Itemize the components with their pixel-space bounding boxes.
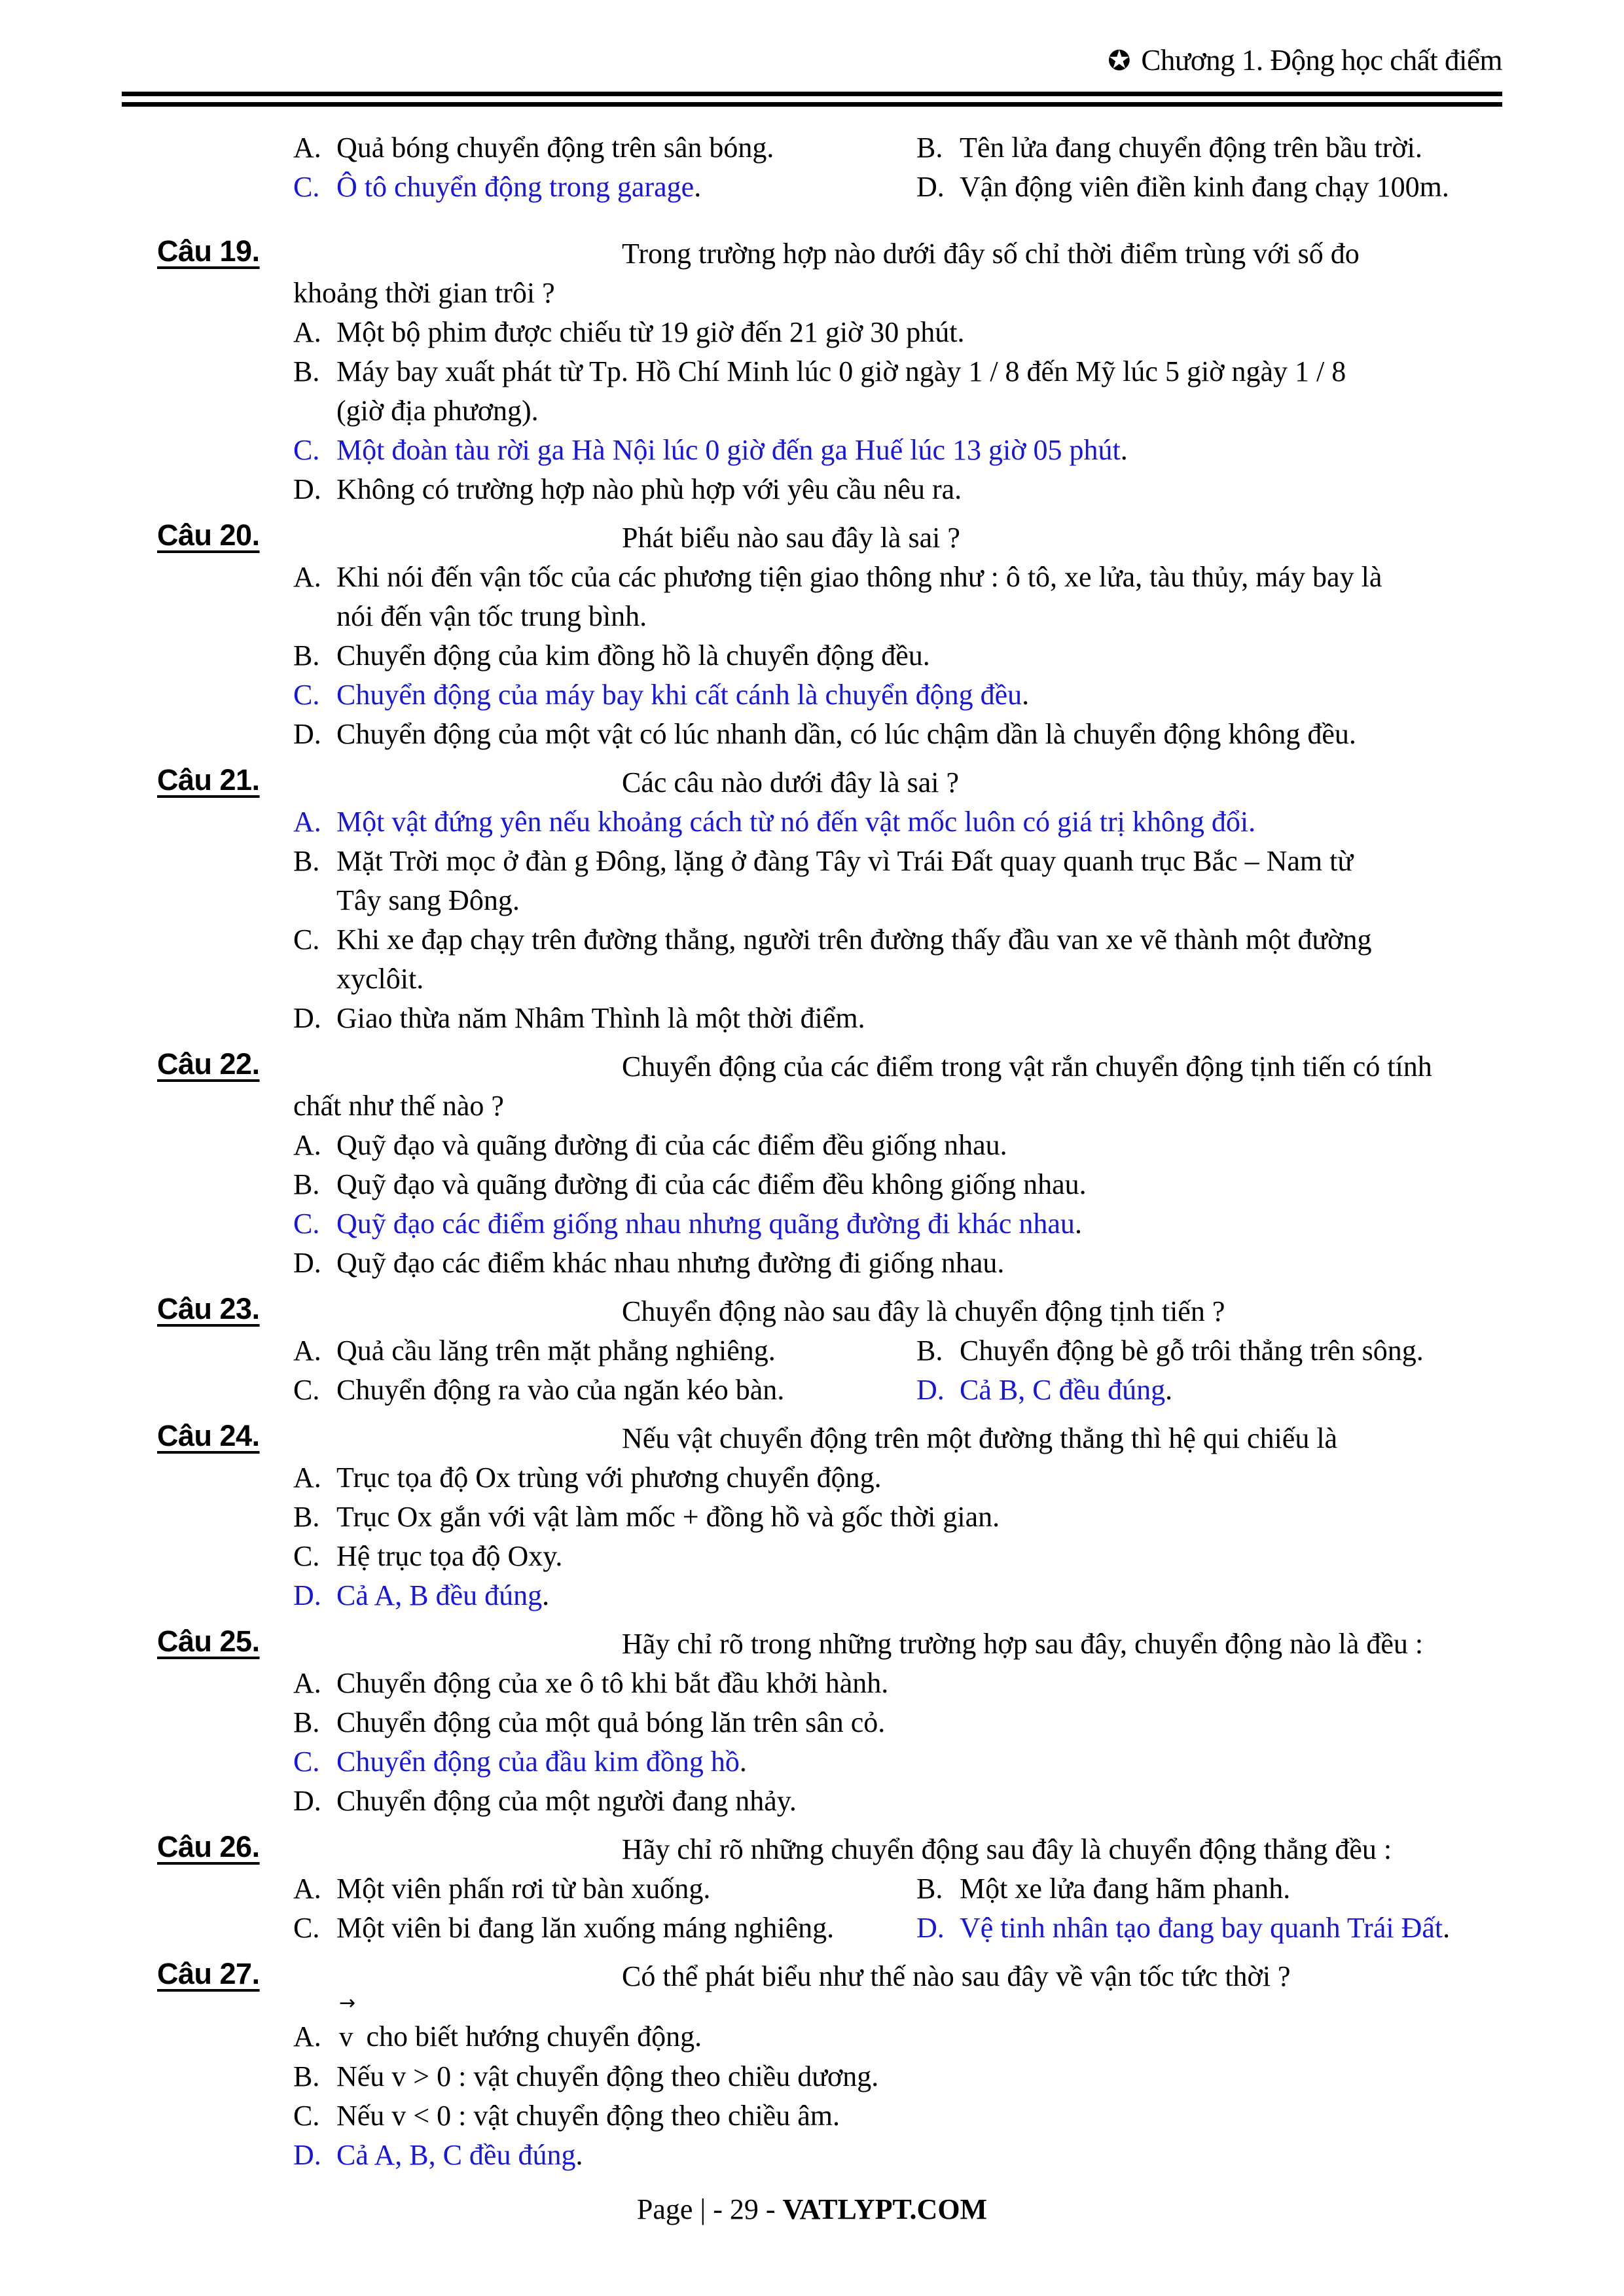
question-text-line: Nếu vật chuyển động trên một đường thẳng thì hệ qui chiếu là: [622, 1422, 1338, 1454]
option-text: Chuyển động bè gỗ trôi thẳng trên sông.: [960, 1335, 1424, 1367]
option-text: Máy bay xuất phát từ Tp. Hồ Chí Minh lúc 0 giờ ngày 1 / 8 đến Mỹ lúc 5 giờ ngày 1 / 8: [336, 355, 1346, 387]
answer-option-line: [293, 1371, 916, 1410]
footer-page-number: - 29 -: [713, 2193, 776, 2225]
options-list: [0, 1992, 1624, 2175]
answer-option-line: [293, 715, 1624, 754]
option-letter: C.: [293, 1746, 320, 1778]
answer-option-line: [293, 1244, 1624, 1283]
answer-option-line: [293, 1742, 1624, 1782]
answer-option: [293, 1703, 1624, 1742]
option-letter: C.: [293, 1912, 320, 1944]
answer-option-line: [293, 128, 916, 168]
vector-arrow-icon: →: [339, 1992, 356, 2015]
options-row: [0, 1869, 1624, 1909]
answer-option: [293, 842, 1624, 920]
options-cell: [916, 1371, 1624, 1410]
option-letter: D.: [293, 718, 321, 750]
answer-option: [916, 128, 1624, 168]
option-letter: A.: [293, 1462, 321, 1494]
options-list: [0, 558, 1624, 754]
question-block: [0, 763, 1624, 1038]
answer-option: [916, 168, 1624, 207]
options-cell: [293, 1909, 916, 1948]
answer-option-line: [293, 1498, 1624, 1537]
options-row: [0, 1331, 1624, 1371]
option-letter: C.: [293, 171, 320, 203]
answer-option-line: [293, 1331, 916, 1371]
answer-option: [293, 1537, 1624, 1576]
footer-page-label: Page |: [636, 2193, 706, 2225]
option-letter: A.: [293, 2020, 321, 2053]
question-block: [0, 1624, 1624, 1821]
option-letter: A.: [293, 1667, 321, 1699]
answer-option-line: [293, 352, 1624, 391]
option-tail-period: .: [1165, 1374, 1173, 1406]
option-letter: B.: [293, 1168, 320, 1200]
option-letter: D.: [916, 171, 945, 203]
options-row: [0, 1909, 1624, 1948]
answer-option: [293, 558, 1624, 636]
option-text: Mặt Trời mọc ở đàn g Đông, lặng ở đàng Tây vì Trái Đất quay quanh trục Bắc – Nam từ: [336, 845, 1354, 877]
answer-option: [293, 1782, 1624, 1821]
question-text-line: Có thể phát biểu như thế nào sau đây về vận tốc tức thời ?: [622, 1960, 1291, 1992]
answer-option-line: [916, 1371, 1624, 1410]
option-text: Tên lửa đang chuyển động trên bầu trời.: [960, 132, 1422, 164]
answer-option: [293, 1869, 916, 1909]
option-text: Quỹ đạo các điểm khác nhau nhưng đường đi giống nhau.: [336, 1247, 1005, 1279]
answer-option-line: [293, 1909, 916, 1948]
chapter-star-icon: ✪: [1108, 45, 1131, 77]
answer-option-line: [916, 1331, 1624, 1371]
option-letter: B.: [293, 1501, 320, 1533]
answer-option-line: [293, 168, 916, 207]
option-letter: C.: [293, 1374, 320, 1406]
question-label: Câu 21.: [157, 763, 260, 797]
option-text-wrap: (giờ địa phương).: [336, 395, 539, 427]
answer-option: [293, 352, 1624, 431]
answer-option: [293, 1742, 1624, 1782]
option-text: Cả A, B đều đúng: [336, 1579, 543, 1611]
answer-option-line: [293, 1204, 1624, 1244]
options-cell: [293, 1371, 916, 1410]
answer-option-line: [293, 1992, 1624, 2057]
options-cell: [293, 1869, 916, 1909]
option-letter: C.: [293, 2100, 320, 2132]
option-tail-period: .: [739, 1746, 747, 1778]
answer-option: [293, 1992, 1624, 2057]
option-letter: A.: [293, 561, 321, 593]
question-block: [0, 1047, 1624, 1283]
answer-option-line: [293, 920, 1624, 960]
option-letter: A.: [293, 1129, 321, 1161]
option-letter: C.: [293, 1208, 320, 1240]
option-text: Chuyển động của kim đồng hồ là chuyển động đều.: [336, 639, 930, 672]
option-tail-period: .: [1022, 679, 1030, 711]
question-text-line: Các câu nào dưới đây là sai ?: [622, 766, 960, 798]
answer-option: [293, 470, 1624, 509]
answer-option-line: [293, 1869, 916, 1909]
question-head: [0, 1419, 1624, 1458]
option-text: Chuyển động của máy bay khi cất cánh là chuyển động đều: [336, 679, 1022, 711]
question-label: Câu 25.: [157, 1624, 260, 1658]
option-text: Chuyển động của đầu kim đồng hồ: [336, 1746, 740, 1778]
question-head: [0, 234, 1624, 313]
options-list: [0, 1126, 1624, 1283]
answer-option-line: [293, 842, 1624, 881]
option-text: Quỹ đạo và quãng đường đi của các điểm đều giống nhau.: [336, 1129, 1007, 1161]
option-text: Khi xe đạp chạy trên đường thẳng, người trên đường thấy đầu van xe vẽ thành một đường: [336, 924, 1372, 956]
answer-option-line: [293, 1165, 1624, 1204]
option-text: Chuyển động của một người đang nhảy.: [336, 1785, 797, 1817]
options-list: [0, 802, 1624, 1038]
option-tail-period: .: [575, 2139, 583, 2171]
options-list: [0, 1664, 1624, 1821]
answer-option-line: [293, 675, 1624, 715]
question-block: [0, 128, 1624, 207]
answer-option-line: [293, 1126, 1624, 1165]
option-tail-period: .: [1443, 1912, 1451, 1944]
option-letter: A.: [293, 1873, 321, 1905]
question-label: Câu 27.: [157, 1957, 260, 1990]
option-text: Trục tọa độ Ox trùng với phương chuyển động.: [336, 1462, 882, 1494]
answer-option: [293, 1576, 1624, 1615]
option-letter: B.: [916, 1873, 943, 1905]
question-text-line: khoảng thời gian trôi ?: [293, 277, 555, 309]
option-letter: D.: [293, 2139, 321, 2171]
option-letter: A.: [293, 806, 321, 838]
options-cell: [916, 128, 1624, 168]
answer-option-line: [293, 1537, 1624, 1576]
option-letter: A.: [293, 132, 321, 164]
option-text-wrap: nói đến vận tốc trung bình.: [336, 600, 647, 632]
answer-option: [293, 2136, 1624, 2175]
option-text: Giao thừa năm Nhâm Thình là một thời điểm.: [336, 1002, 865, 1034]
vector-symbol: [339, 1992, 356, 2057]
options-row: [0, 1371, 1624, 1410]
question-block: [0, 518, 1624, 754]
answer-option: [293, 1458, 1624, 1498]
questions-list: [0, 128, 1624, 2175]
answer-option: [293, 1498, 1624, 1537]
question-label: Câu 26.: [157, 1830, 260, 1863]
option-letter: C.: [293, 679, 320, 711]
answer-option-line: [293, 1576, 1624, 1615]
option-text: Nếu v < 0 : vật chuyển động theo chiều âm.: [336, 2100, 840, 2132]
option-tail-period: .: [694, 171, 702, 203]
answer-option: [293, 999, 1624, 1038]
page-header: [122, 43, 1502, 77]
answer-option: [293, 636, 1624, 675]
answer-option-line: [293, 636, 1624, 675]
question-label: Câu 22.: [157, 1047, 260, 1081]
answer-option-line: [916, 168, 1624, 207]
options-row: [0, 128, 1624, 168]
question-head: [0, 1830, 1624, 1869]
answer-option-line: [293, 2136, 1624, 2175]
option-text: Một viên bi đang lăn xuống máng nghiêng.: [336, 1912, 835, 1944]
option-text: Ô tô chuyển động trong garage: [336, 171, 695, 203]
chapter-title: Chương 1. Động học chất điểm: [1141, 44, 1502, 77]
options-list: [0, 1458, 1624, 1615]
options-cell: [293, 168, 916, 207]
option-text-wrap: xyclôit.: [336, 963, 424, 995]
option-text: Khi nói đến vận tốc của các phương tiện giao thông như : ô tô, xe lửa, tàu thủy, máy bay là: [336, 561, 1382, 593]
option-letter: A.: [293, 1335, 321, 1367]
option-text: Quả bóng chuyển động trên sân bóng.: [336, 132, 774, 164]
options-cell: [916, 1331, 1624, 1371]
answer-option: [293, 168, 916, 207]
question-text-line: Trong trường hợp nào dưới đây số chỉ thời điểm trùng với số đo: [622, 238, 1360, 270]
option-letter: D.: [293, 1002, 321, 1034]
options-cell: [916, 1869, 1624, 1909]
option-text: Một viên phấn rơi từ bàn xuống.: [336, 1873, 711, 1905]
options-cell: [293, 1331, 916, 1371]
question-text-line: Chuyển động của các điểm trong vật rắn chuyển động tịnh tiến có tính: [622, 1050, 1432, 1083]
question-text-line: Chuyển động nào sau đây là chuyển động tịnh tiến ?: [622, 1295, 1225, 1327]
answer-option: [293, 313, 1624, 352]
question-head: [0, 763, 1624, 802]
answer-option-line: [293, 1782, 1624, 1821]
option-letter: C.: [293, 1540, 320, 1572]
answer-option: [293, 1126, 1624, 1165]
option-text: Hệ trục tọa độ Oxy.: [336, 1540, 563, 1572]
option-text: Một vật đứng yên nếu khoảng cách từ nó đến vật mốc luôn có giá trị không đổi.: [336, 806, 1256, 838]
option-letter: D.: [293, 1785, 321, 1817]
question-label: Câu 20.: [157, 518, 260, 552]
answer-option: [293, 1331, 916, 1371]
answer-option-line: [293, 1703, 1624, 1742]
answer-option-line: [293, 313, 1624, 352]
question-block: [0, 1957, 1624, 2175]
answer-option-line: [293, 2057, 1624, 2096]
answer-option: [293, 920, 1624, 999]
question-label: Câu 23.: [157, 1292, 260, 1325]
option-text: Cả A, B, C đều đúng: [336, 2139, 576, 2171]
answer-option-line: [293, 999, 1624, 1038]
answer-option: [293, 715, 1624, 754]
vector-letter: v: [339, 2022, 353, 2053]
answer-option-line: [293, 1664, 1624, 1703]
question-head: [0, 1624, 1624, 1664]
options-cell: [293, 128, 916, 168]
answer-option: [916, 1869, 1624, 1909]
answer-option: [293, 675, 1624, 715]
option-letter: D.: [293, 473, 321, 505]
answer-option-line: [916, 1869, 1624, 1909]
answer-option: [916, 1331, 1624, 1371]
question-head: [0, 1047, 1624, 1126]
question-block: [0, 234, 1624, 509]
header-divider-rule: [122, 92, 1502, 107]
option-text: Chuyển động của một quả bóng lăn trên sân cỏ.: [336, 1706, 886, 1738]
answer-option: [293, 2096, 1624, 2136]
option-text: Trục Ox gắn với vật làm mốc + đồng hồ và gốc thời gian.: [336, 1501, 1000, 1533]
option-text: Một xe lửa đang hãm phanh.: [960, 1873, 1291, 1905]
option-text: Cả B, C đều đúng: [960, 1374, 1166, 1406]
option-letter: B.: [293, 845, 320, 877]
option-text: Quỹ đạo và quãng đường đi của các điểm đều không giống nhau.: [336, 1168, 1087, 1200]
answer-option: [293, 128, 916, 168]
answer-option-line: [293, 2096, 1624, 2136]
options-cell: [916, 168, 1624, 207]
option-tail-period: .: [542, 1579, 550, 1611]
option-text: Một đoàn tàu rời ga Hà Nội lúc 0 giờ đến ga Huế lúc 13 giờ 05 phút: [336, 434, 1121, 466]
answer-option: [293, 431, 1624, 470]
option-text: Không có trường hợp nào phù hợp với yêu cầu nêu ra.: [336, 473, 962, 505]
option-letter: D.: [916, 1374, 945, 1406]
question-label: Câu 19.: [157, 234, 260, 268]
option-text: Vận động viên điền kinh đang chạy 100m.: [960, 171, 1449, 203]
option-text: Quỹ đạo các điểm giống nhau nhưng quãng đường đi khác nhau: [336, 1208, 1075, 1240]
option-letter: B.: [916, 132, 943, 164]
question-label: Câu 24.: [157, 1419, 260, 1452]
option-letter: C.: [293, 924, 320, 956]
question-block: [0, 1419, 1624, 1615]
options-cell: [916, 1909, 1624, 1948]
question-text-line: chất như thế nào ?: [293, 1090, 504, 1122]
question-text-line: Phát biểu nào sau đây là sai ?: [622, 522, 960, 554]
option-text: Chuyển động ra vào của ngăn kéo bàn.: [336, 1374, 785, 1406]
question-head: [0, 1292, 1624, 1331]
answer-option-line: [293, 558, 1624, 597]
option-letter: B.: [293, 639, 320, 672]
option-letter: B.: [293, 355, 320, 387]
option-text-wrap: Tây sang Đông.: [336, 884, 520, 916]
answer-option-line: [916, 128, 1624, 168]
answer-option: [293, 1664, 1624, 1703]
answer-option: [293, 1204, 1624, 1244]
options-row: [0, 168, 1624, 207]
question-head: [0, 1957, 1624, 1996]
options-list: [0, 313, 1624, 509]
option-tail-period: .: [1074, 1208, 1082, 1240]
option-letter: D.: [916, 1912, 945, 1944]
answer-option: [293, 2057, 1624, 2096]
question-text-line: Hãy chỉ rõ trong những trường hợp sau đây, chuyển động nào là đều :: [622, 1628, 1424, 1660]
option-tail-period: .: [1120, 434, 1128, 466]
answer-option: [293, 1244, 1624, 1283]
option-letter: B.: [916, 1335, 943, 1367]
answer-option: [293, 1165, 1624, 1204]
answer-option-line: [916, 1909, 1624, 1948]
answer-option-line: [293, 802, 1624, 842]
answer-option: [916, 1909, 1624, 1948]
option-text: Nếu v > 0 : vật chuyển động theo chiều dương.: [336, 2060, 879, 2092]
option-text: Chuyển động của một vật có lúc nhanh dần, có lúc chậm dần là chuyển động không đều.: [336, 718, 1356, 750]
option-letter: A.: [293, 316, 321, 348]
answer-option-line: [293, 431, 1624, 470]
option-text: Vệ tinh nhân tạo đang bay quanh Trái Đất: [960, 1912, 1443, 1944]
option-letter: C.: [293, 434, 320, 466]
question-text-line: Hãy chỉ rõ những chuyển động sau đây là chuyển động thẳng đều :: [622, 1833, 1392, 1865]
option-text: Một bộ phim được chiếu từ 19 giờ đến 21 giờ 30 phút.: [336, 316, 965, 348]
option-letter: D.: [293, 1247, 321, 1279]
footer-brand: VATLYPT.COM: [782, 2193, 988, 2225]
question-block: [0, 1830, 1624, 1948]
answer-option: [293, 1909, 916, 1948]
option-letter: B.: [293, 1706, 320, 1738]
page-footer: [0, 2193, 1624, 2226]
option-text: cho biết hướng chuyển động.: [366, 2020, 702, 2053]
option-letter: D.: [293, 1579, 321, 1611]
option-letter: B.: [293, 2060, 320, 2092]
answer-option: [293, 1371, 916, 1410]
question-block: [0, 1292, 1624, 1410]
answer-option: [293, 802, 1624, 842]
answer-option: [916, 1371, 1624, 1410]
answer-option-line: [293, 470, 1624, 509]
option-text: Quả cầu lăng trên mặt phẳng nghiêng.: [336, 1335, 776, 1367]
answer-option-line: [293, 1458, 1624, 1498]
option-text: Chuyển động của xe ô tô khi bắt đầu khởi hành.: [336, 1667, 889, 1699]
question-head: [0, 518, 1624, 558]
